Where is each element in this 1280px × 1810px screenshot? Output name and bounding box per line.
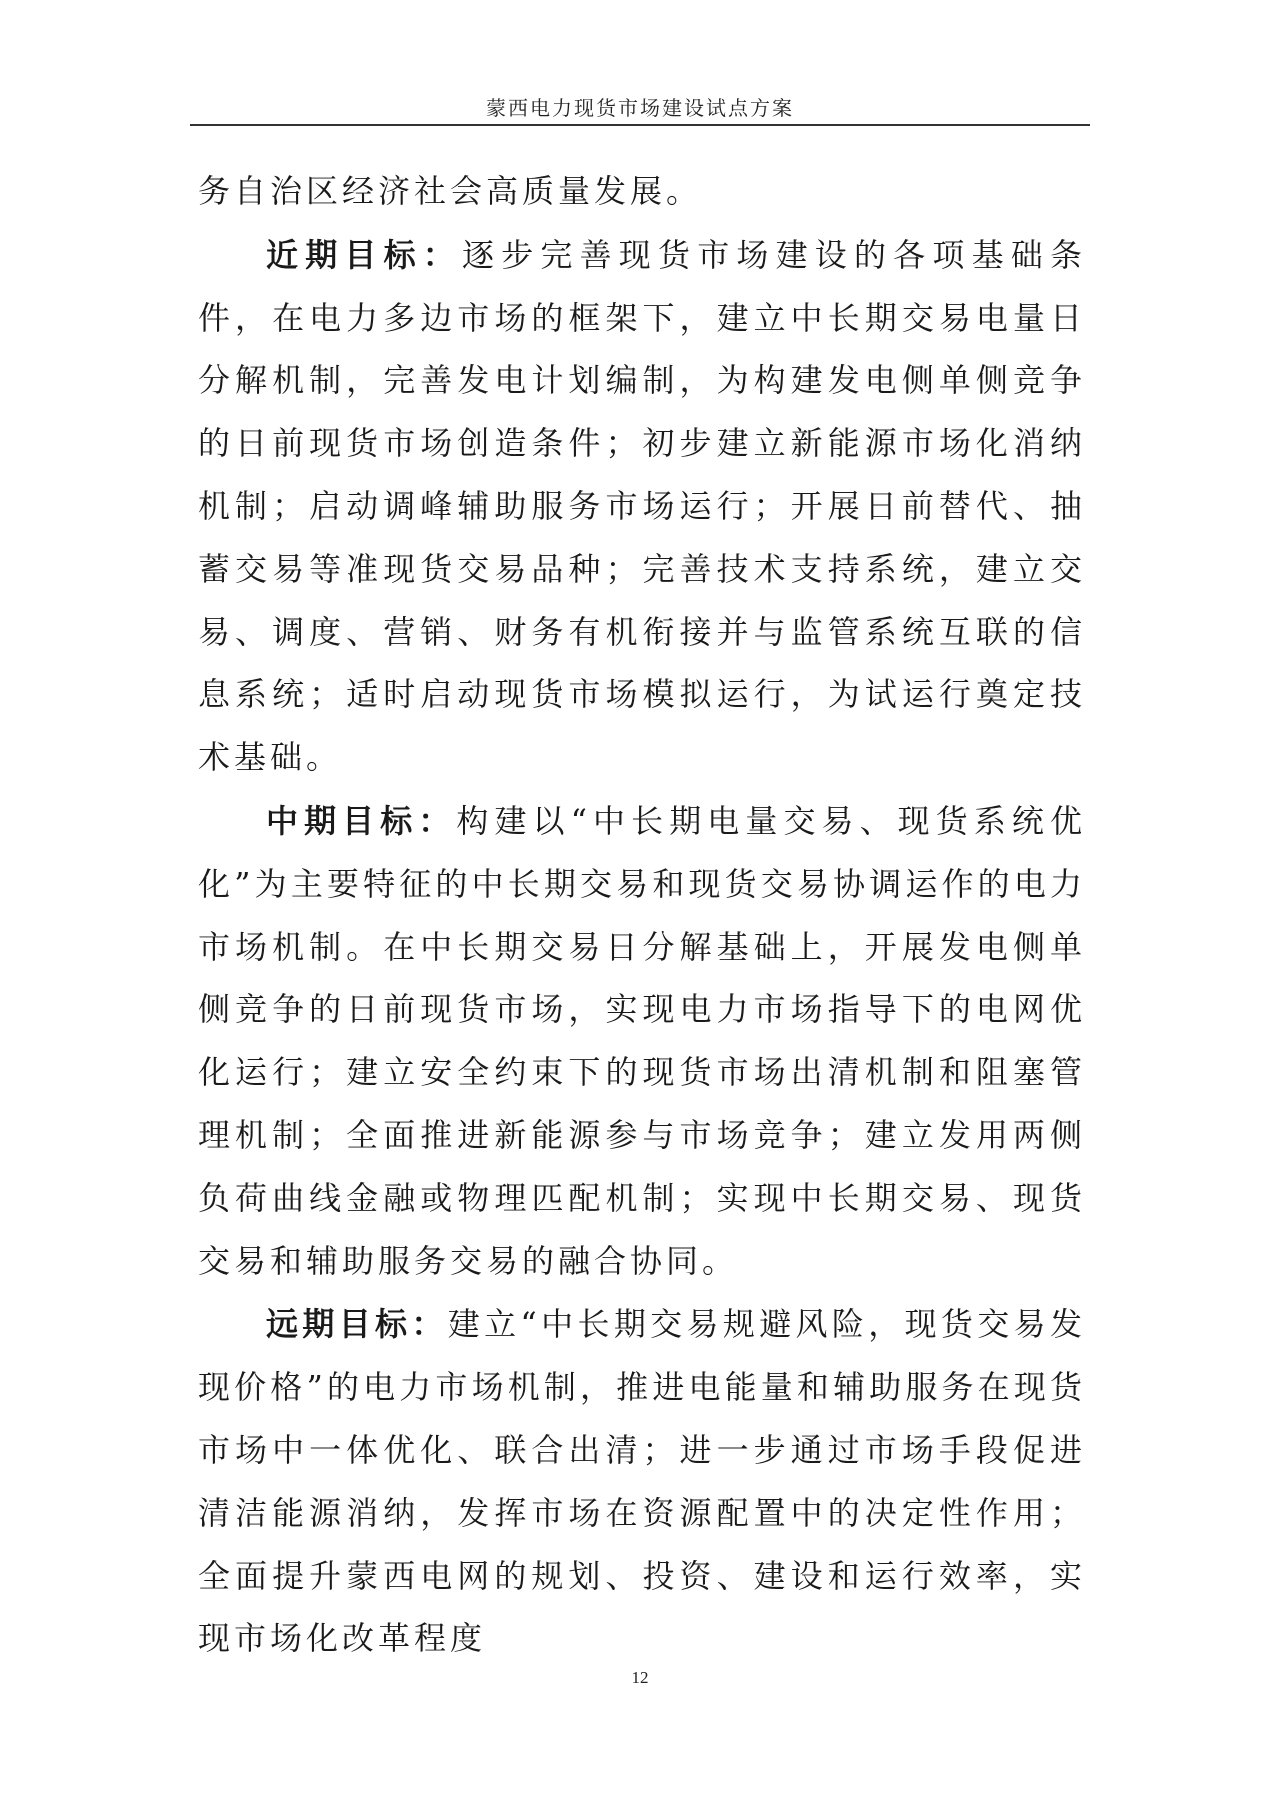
page-number: 12 [631, 1668, 649, 1687]
paragraph-text: 逐步完善现货市场建设的各项基础条件，在电力多边市场的框架下，建立中长期交易电量日分解机制，完善发电计划编制，为构建发电侧单侧竞争的日前现货市场创造条件；初步建立新能源市场化消纳机制；启动调峰辅助服务市场运行；开展日前替代、抽蓄交易等准现货交易品种；完善技术支持系统，建立交易、调度、营销、财务有机衔接并与监管系统互联的信息系统；适时启动现货市场模拟运行，为试运行奠定技术基础。 [198, 235, 1086, 777]
paragraph-lead-heading: 远期目标： [266, 1305, 448, 1344]
running-header: 蒙西电力现货市场建设试点方案 [486, 96, 794, 120]
paragraph-text: 建立“中长期交易规避风险，现货交易发现价格”的电力市场机制，推进电能量和辅助服务在现货市场中一体优化、联合出清；进一步通过市场手段促进清洁能源消纳，发挥市场在资源配置中的决定性作用；全面提升蒙西电网的规划、投资、建设和运行效率，实现市场化改革程度 [198, 1305, 1086, 1658]
paragraph-continuation [198, 160, 1086, 223]
header-divider [190, 124, 1090, 126]
paragraph-mid-term-goal [198, 790, 1086, 1292]
paragraph-text: 务自治区经济社会高质量发展。 [198, 172, 703, 210]
document-body [198, 160, 1086, 1671]
paragraph-near-term-goal [198, 224, 1086, 789]
paragraph-text: 构建以“中长期电量交易、现货系统优化”为主要特征的中长期交易和现货交易协调运作的电力市场机制。在中长期交易日分解基础上，开展发电侧单侧竞争的日前现货市场，实现电力市场指导下的电网优化运行；建立安全约束下的现货市场出清机制和阻塞管理机制；全面推进新能源参与市场竞争；建立发用两侧负荷曲线金融或物理匹配机制；实现中长期交易、现货交易和辅助服务交易的融合协同。 [198, 801, 1086, 1280]
paragraph-long-term-goal [198, 1293, 1086, 1670]
paragraph-lead-heading: 近期目标： [266, 235, 462, 274]
paragraph-lead-heading: 中期目标： [266, 801, 457, 840]
